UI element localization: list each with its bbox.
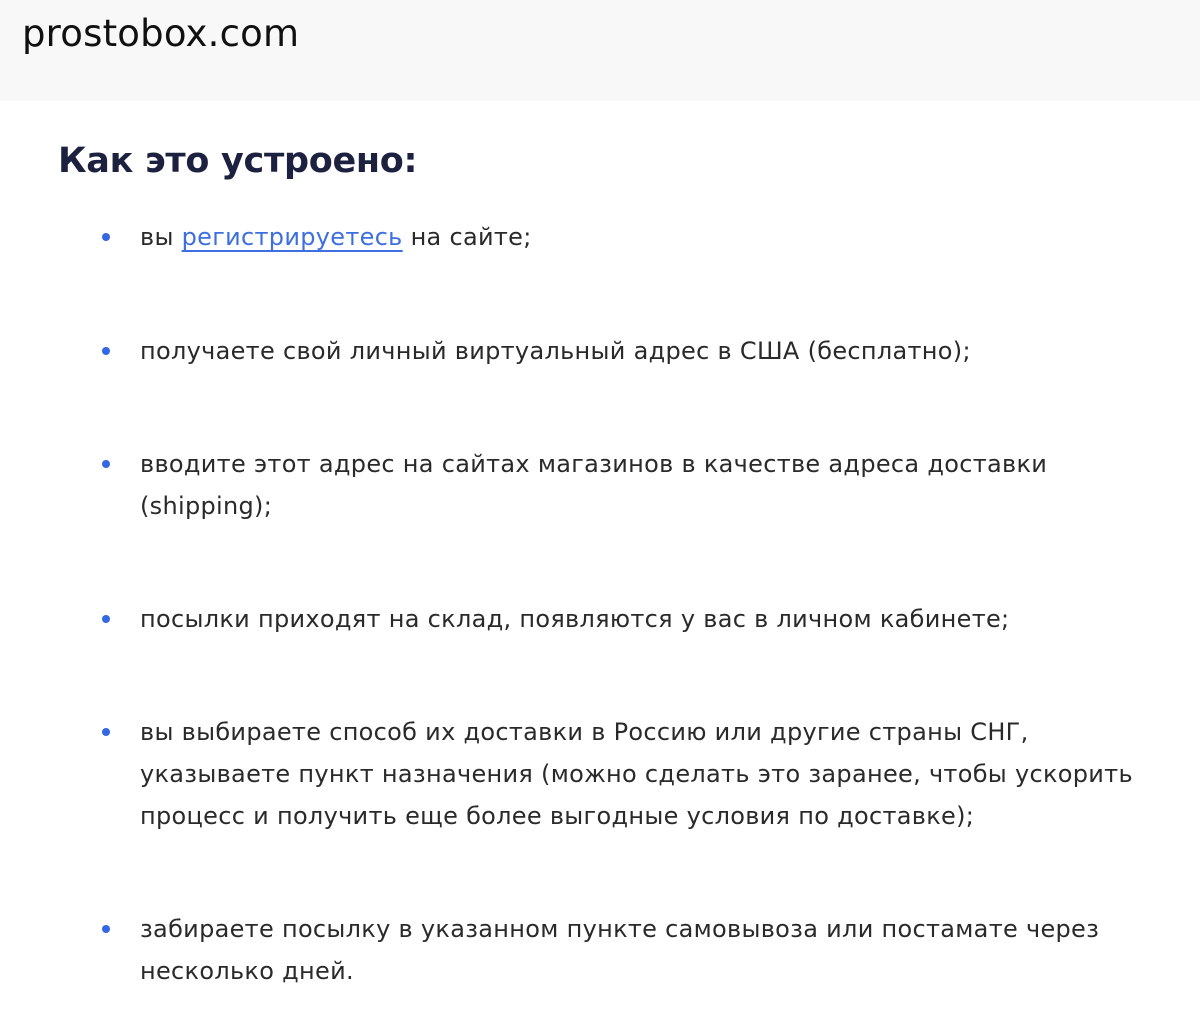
- list-item-text: вы выбираете способ их доставки в Россию или другие страны СНГ, указываете пункт назначения (можно сделать это заранее, чтобы ускорить процесс и получить еще более выгодные условия по доставке);: [140, 718, 1133, 830]
- bullet-icon: [102, 728, 110, 736]
- site-name[interactable]: prostobox.com: [22, 12, 300, 55]
- site-header: [0, 0, 1200, 101]
- section-heading: Как это устроено:: [58, 141, 418, 181]
- list-item-text: [140, 216, 1180, 258]
- bullet-icon: [102, 925, 110, 933]
- list-item-text-after: на сайте;: [402, 223, 532, 251]
- bullet-icon: [102, 233, 110, 241]
- list-item-text-before: вы: [140, 223, 182, 251]
- bullet-icon: [102, 615, 110, 623]
- bullet-icon: [102, 347, 110, 355]
- list-item-text: посылки приходят на склад, появляются у вас в личном кабинете;: [140, 605, 1010, 633]
- register-link[interactable]: регистрируетесь: [181, 223, 403, 251]
- bullet-icon: [102, 460, 110, 468]
- list-item-text: получаете свой личный виртуальный адрес в США (бесплатно);: [140, 337, 971, 365]
- list-item-text: вводите этот адрес на сайтах магазинов в качестве адреса доставки (shipping);: [140, 450, 1048, 520]
- list-item-text: забираете посылку в указанном пункте самовывоза или постамате через несколько дней.: [140, 915, 1100, 985]
